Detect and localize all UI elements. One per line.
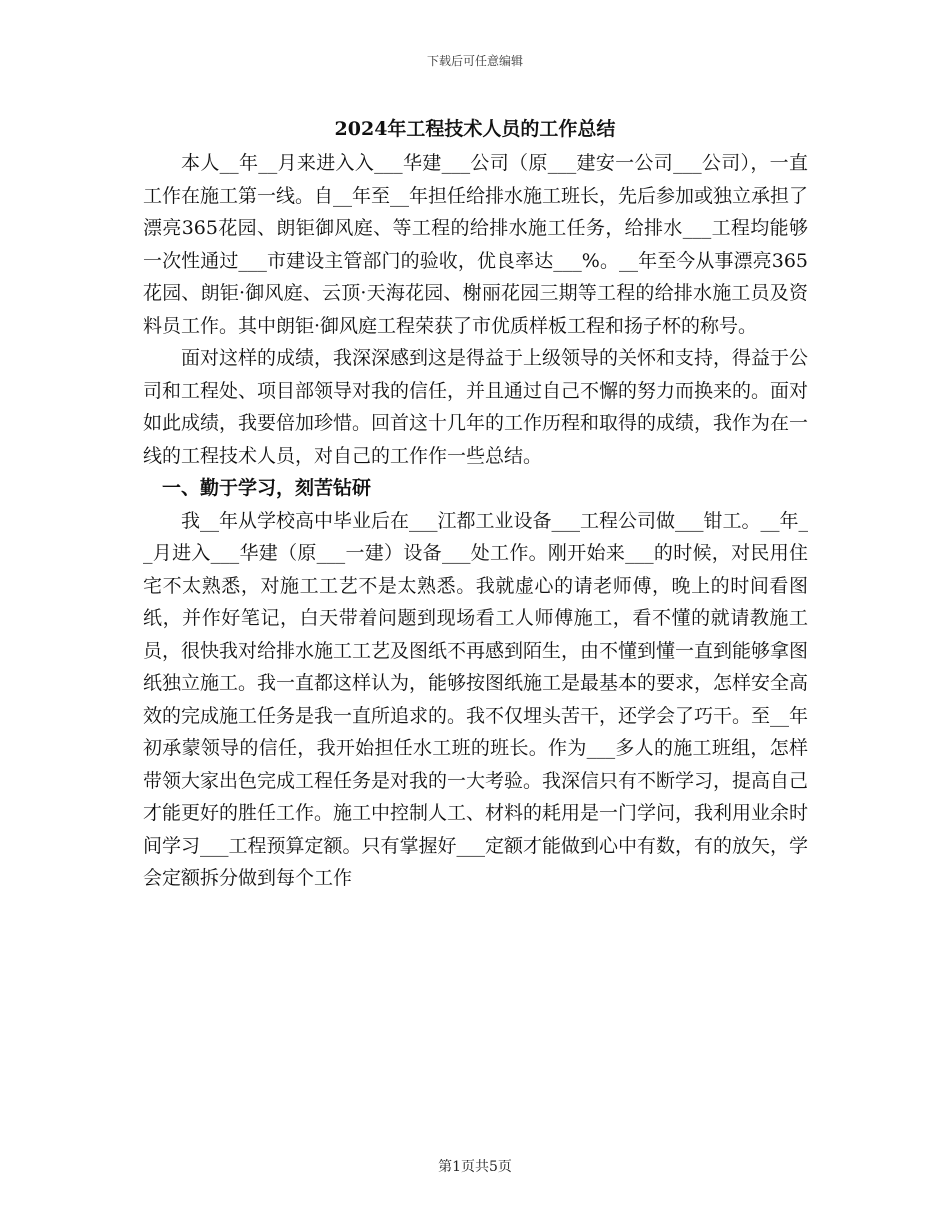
section-heading-1: 一、勤于学习，刻苦钻研 — [162, 477, 372, 499]
document-body — [143, 147, 808, 895]
page-number-footer: 第1页共5页 — [438, 1159, 512, 1175]
paragraph-intro: 本人__年__月来进入入___华建___公司（原___建安一公司___公司），一直工作在施工第一线。自__年至__年担任给排水施工班长，先后参加或独立承担了漂亮365花园、朗钜御风庭、等工程的给排水施工任务，给排水___工程均能够一次性通过___市建设主管部门的验收，优良率达___%。__年至今从事漂亮365花园、朗钜·御风庭、云顶·天海花园、榭丽花园三期等工程的给排水施工员及资料员工作。其中朗钜·御风庭工程荣获了市优质样板工程和扬子杯的称号。 — [143, 152, 809, 337]
paragraph-section-1: 我__年从学校高中毕业后在___江都工业设备___工程公司做___钳工。__年__月进入___华建（原___一建）设备___处工作。刚开始来___的时候，对民用住宅不太熟悉，对施工工艺不是太熟悉。我就虚心的请老师傅，晚上的时间看图纸，并作好笔记，白天带着问题到现场看工人师傅施工，看不懂的就请教施工员，很快我对给排水施工工艺及图纸不再感到陌生，由不懂到懂一直到能够拿图纸独立施工。我一直都这样认为，能够按图纸施工是最基本的要求，怎样安全高效的完成施工任务是我一直所追求的。我不仅埋头苦干，还学会了巧干。至__年初承蒙领导的信任，我开始担任水工班的班长。作为___多人的施工班组，怎样带领大家出色完成工程任务是对我的一大考验。我深信只有不断学习，提高自己才能更好的胜任工作。施工中控制人工、材料的耗用是一门学问，我利用业余时间学习___工程预算定额。只有掌握好___定额才能做到心中有数，有的放矢，学会定额拆分做到每个工作 — [143, 509, 809, 889]
paragraph-reflection: 面对这样的成绩，我深深感到这是得益于上级领导的关怀和支持，得益于公司和工程处、项目部领导对我的信任，并且通过自己不懈的努力而换来的。面对如此成绩，我要倍加珍惜。回首这十几年的工作历程和取得的成绩，我作为在一线的工程技术人员，对自己的工作作一些总结。 — [143, 347, 809, 467]
page-header-note: 下载后可任意编辑 — [426, 54, 523, 68]
document-title: 2024年工程技术人员的工作总结 — [334, 118, 616, 140]
